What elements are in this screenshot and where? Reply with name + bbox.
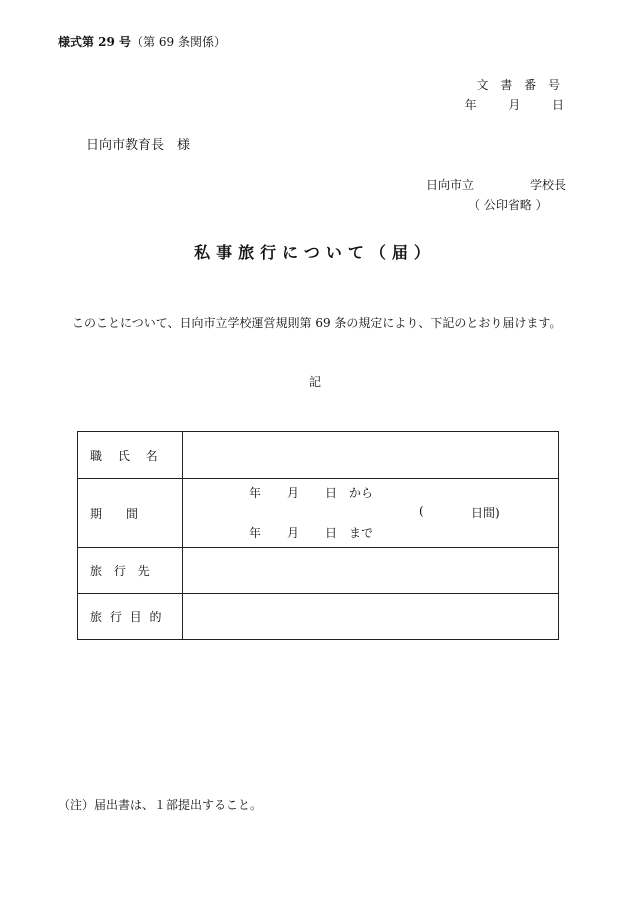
sender-school-prefix: 日向市立: [426, 178, 475, 192]
table-row: [78, 432, 559, 479]
table-row: [78, 479, 559, 548]
date-line: [465, 95, 564, 115]
seal-note: （ 公印省略 ）: [468, 198, 548, 212]
recipient: 日向市教育長 様: [86, 138, 191, 153]
name-field[interactable]: [183, 432, 559, 479]
purpose-label: 旅 行 目 的: [78, 594, 183, 640]
to-day: 日: [325, 526, 338, 540]
form-number-rest: （第 69 条関係）: [131, 35, 226, 49]
footnote: （注）届出書は、１部提出すること。: [58, 798, 263, 812]
destination-label: 旅 行 先: [78, 548, 183, 594]
from-year: 年: [249, 486, 262, 500]
purpose-field[interactable]: [183, 594, 559, 640]
name-label: 職 氏 名: [78, 432, 183, 479]
sender-block: [426, 175, 566, 215]
destination-field[interactable]: [183, 548, 559, 594]
paren-open: (: [419, 504, 424, 518]
form-table: [77, 431, 559, 640]
date-day: 日: [551, 98, 564, 112]
period-field[interactable]: [183, 479, 559, 548]
document-number-block: [465, 75, 564, 115]
document-title: 私事旅行について（届）: [194, 243, 436, 262]
form-number: [58, 33, 226, 50]
table-row: [78, 594, 559, 640]
to-year: 年: [249, 526, 262, 540]
from-day: 日: [325, 486, 338, 500]
form-number-bold: 様式第 29 号: [58, 35, 132, 49]
body-text: このことについて、日向市立学校運営規則第 69 条の規定により、下記のとおり届けます。: [72, 316, 562, 330]
sender-principal: 学校長: [530, 178, 567, 192]
to-suffix: まで: [349, 526, 374, 540]
date-month: 月: [508, 98, 521, 112]
to-month: 月: [287, 526, 300, 540]
from-suffix: から: [349, 486, 374, 500]
table-row: [78, 548, 559, 594]
from-month: 月: [287, 486, 300, 500]
ki-heading: 記: [308, 375, 321, 389]
doc-number-label: 文 書 番 号: [476, 78, 564, 92]
date-year: 年: [464, 98, 477, 112]
days-suffix: 日間): [471, 506, 500, 520]
period-label: 期 間: [78, 479, 183, 548]
